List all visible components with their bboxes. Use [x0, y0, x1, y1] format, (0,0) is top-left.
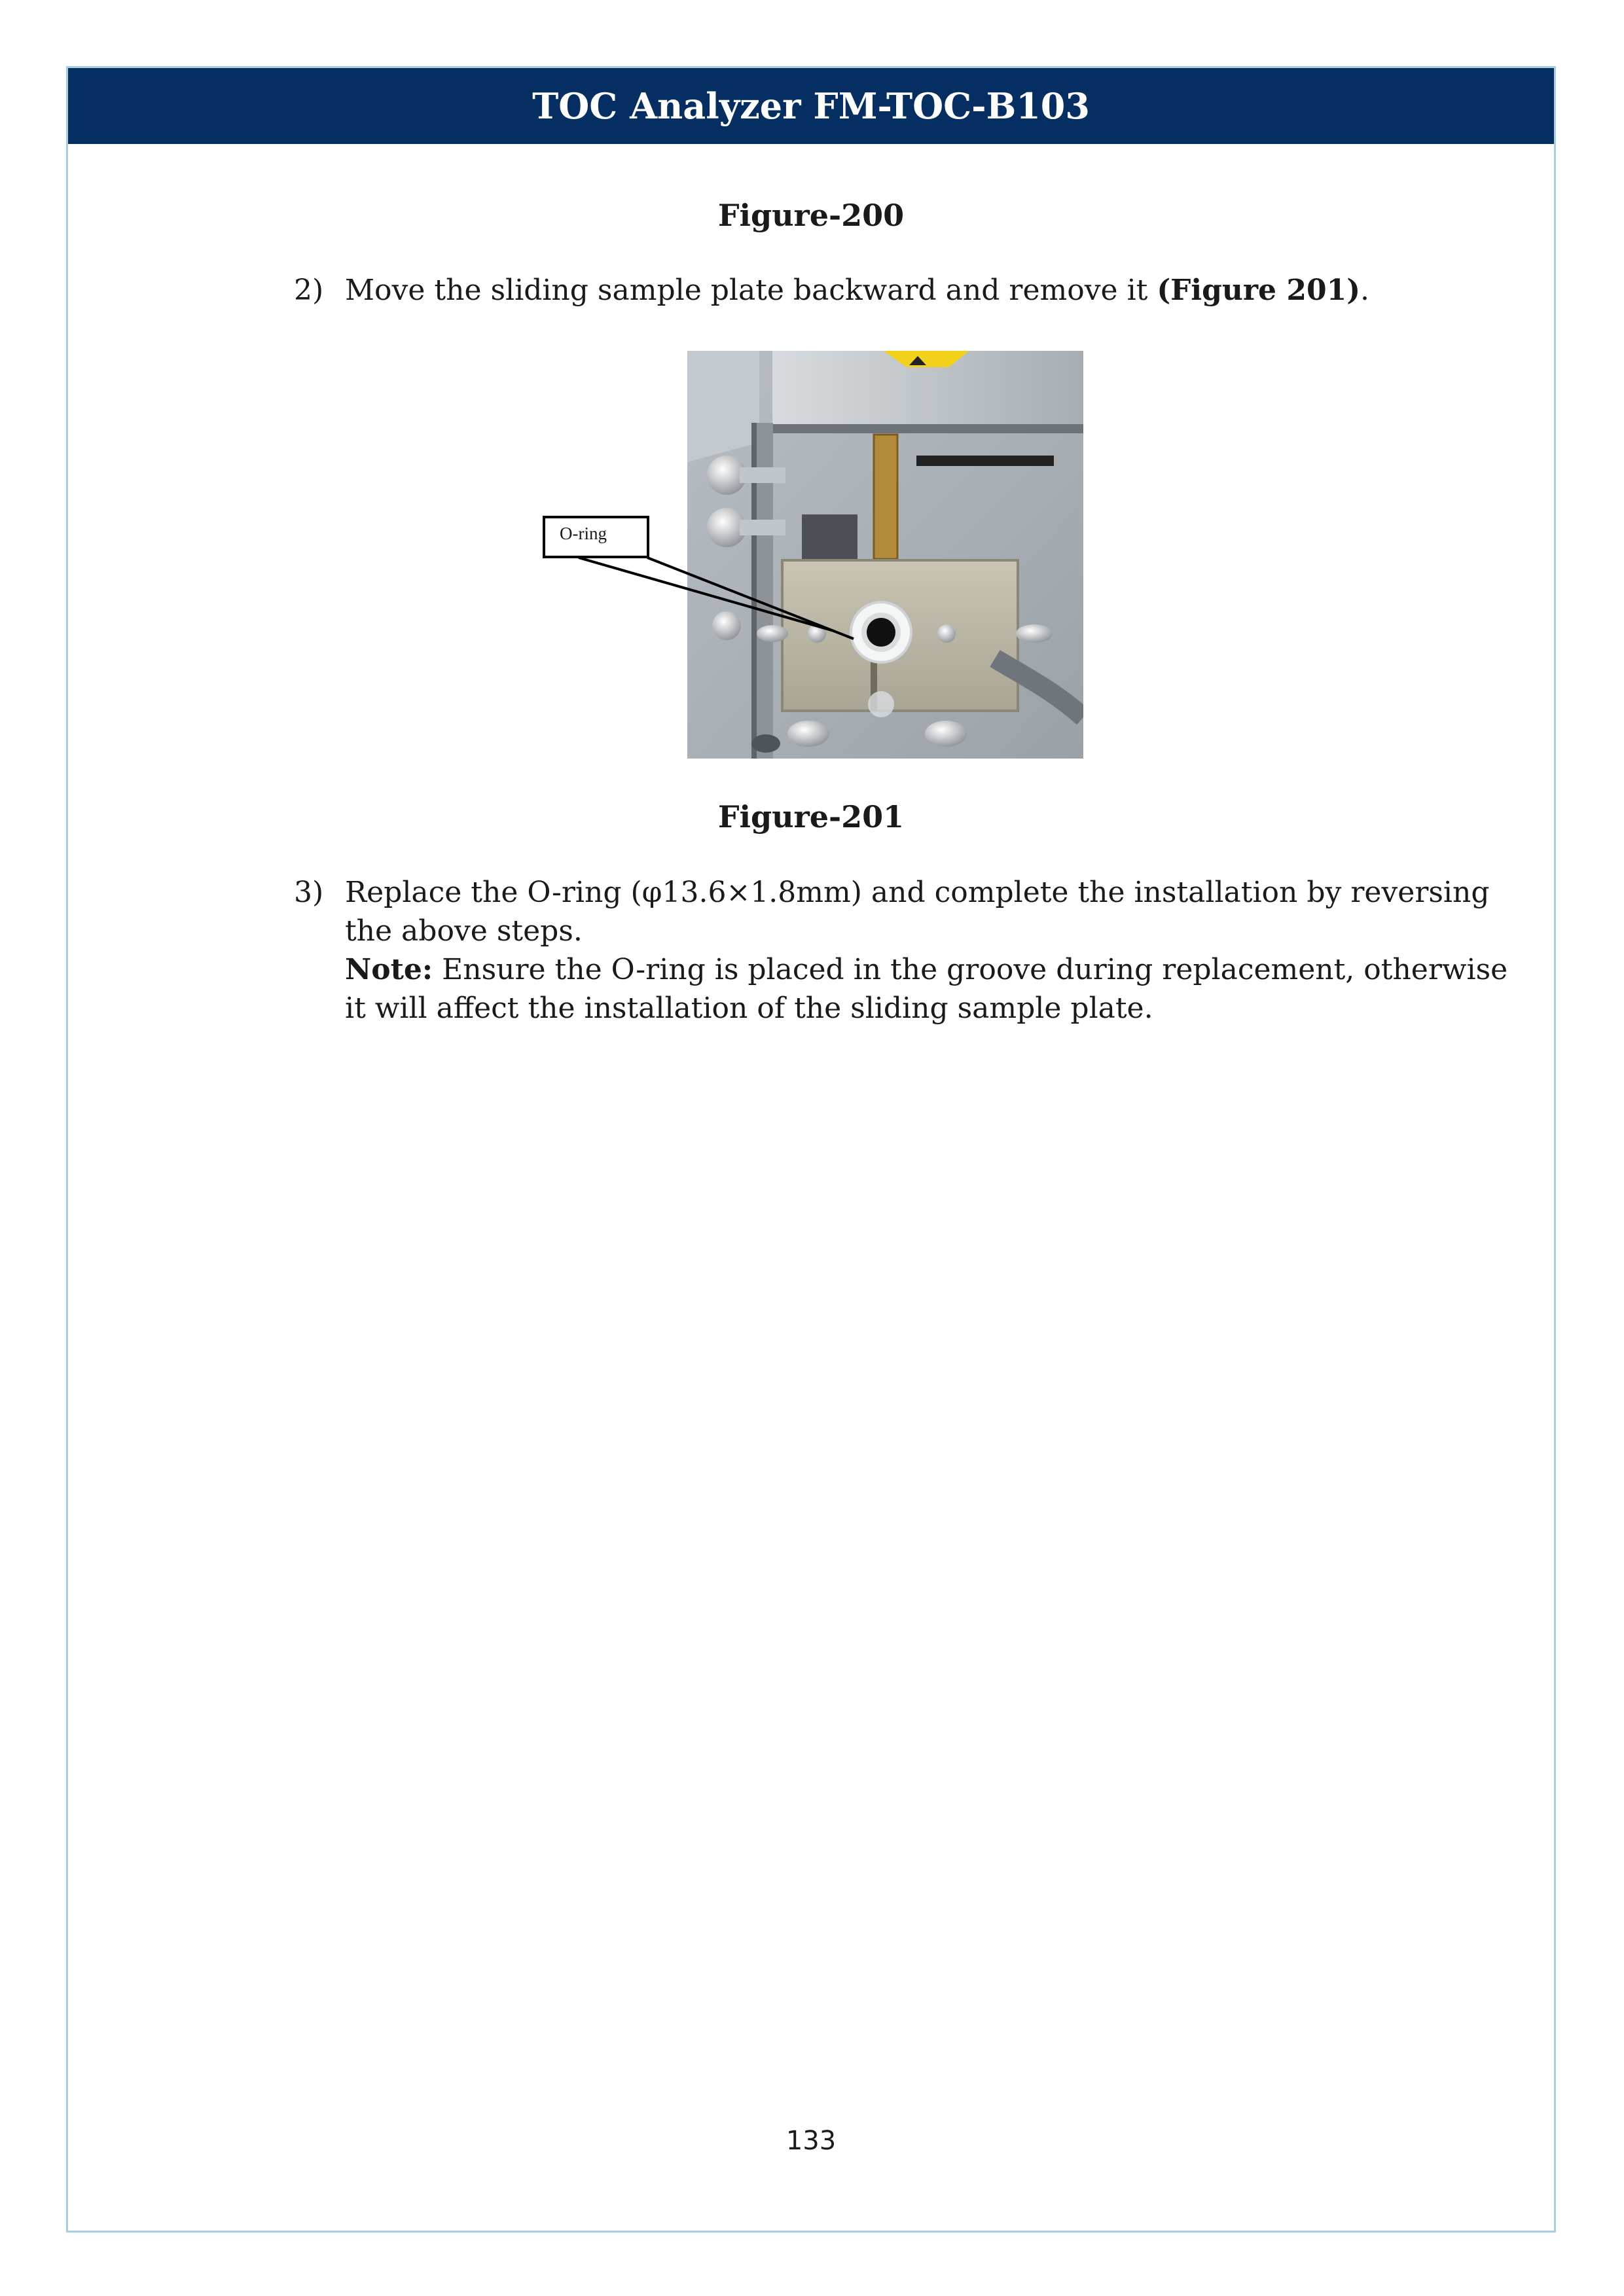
figure-200-caption: Figure-200: [717, 198, 905, 233]
step-3-text: Replace the O-ring (φ13.6×1.8mm) and complete the installation by reversing the above steps.: [345, 876, 1490, 948]
step-2-text: [345, 271, 1525, 310]
note-label: Note:: [345, 953, 433, 986]
step-2-number: 2): [294, 274, 324, 307]
step-2-period: .: [1360, 274, 1370, 307]
page-number: 133: [785, 2126, 837, 2156]
header-band: [68, 68, 1554, 144]
step-3-body: [345, 873, 1525, 1028]
document-title: TOC Analyzer FM-TOC-B103: [532, 85, 1090, 127]
step-3: [294, 873, 1525, 1028]
step-2: [294, 271, 1525, 310]
figure-201-photo: [687, 351, 1083, 759]
step-3-number: 3): [294, 876, 324, 909]
o-ring-callout-label: O-ring: [543, 516, 649, 558]
step-2-instruction: Move the sliding sample plate backward and remove it: [345, 274, 1157, 307]
figure-201-caption: Figure-201: [717, 799, 905, 834]
note-text: Ensure the O-ring is placed in the groove during replacement, otherwise it will affect the installation of the sliding sample plate.: [345, 953, 1508, 1025]
figure-201-reference: (Figure 201): [1157, 274, 1361, 307]
page-frame: [66, 66, 1556, 2233]
